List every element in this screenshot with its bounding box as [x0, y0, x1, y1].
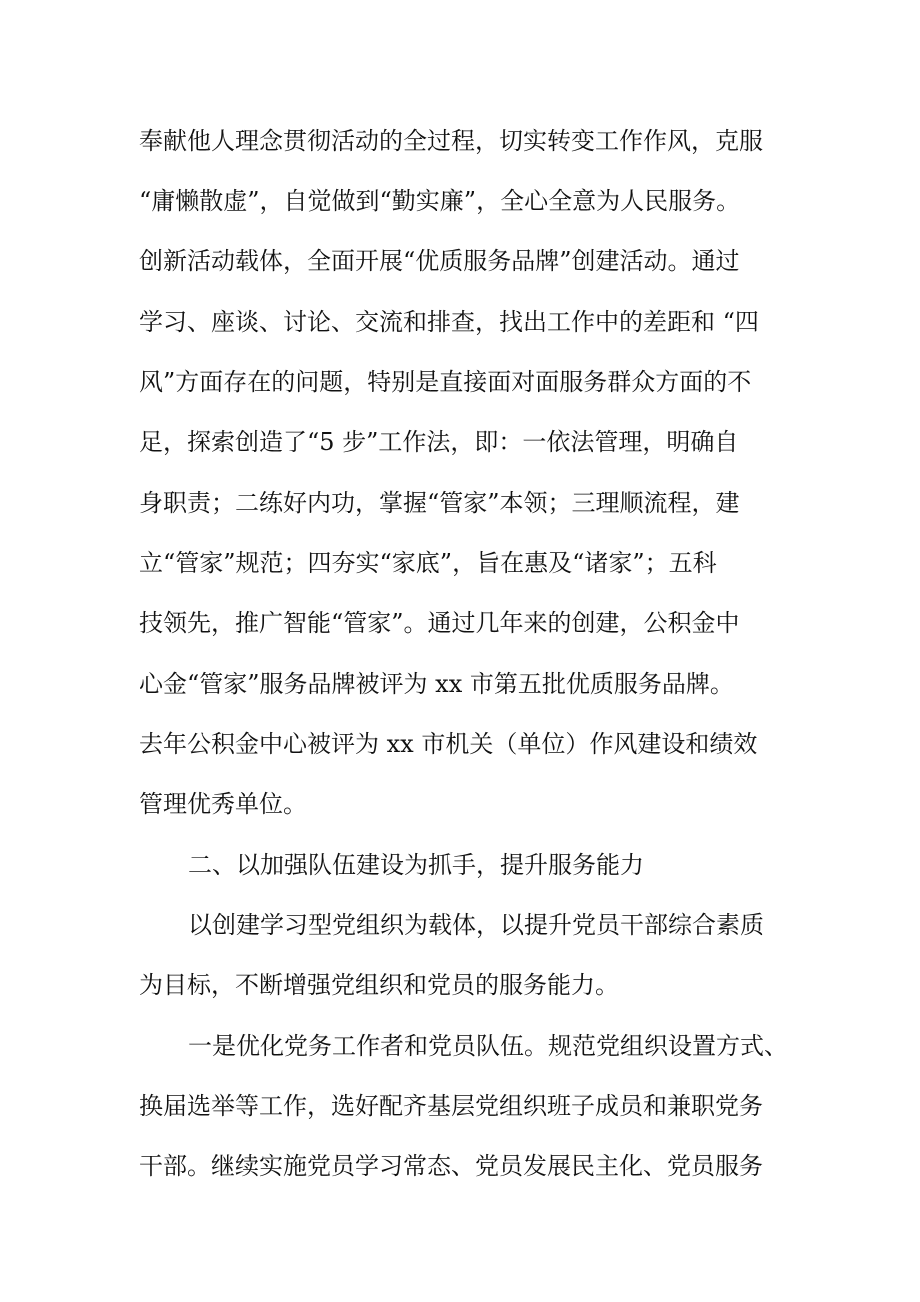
text-line: 心金“管家”服务品牌被评为 xx 市第五批优质服务品牌。	[139, 670, 734, 698]
text-line: 换届选举等工作，选好配齐基层党组织班子成员和兼职党务	[139, 1092, 763, 1120]
text-line: 技领先，推广智能“管家”。通过几年来的创建，公积金中	[139, 609, 740, 637]
text-line: 去年公积金中心被评为 xx 市机关（单位）作风建设和绩效	[139, 730, 758, 758]
text-line: 风”方面存在的问题，特别是直接面对面服务群众方面的不	[139, 368, 752, 396]
text-line: 足，探索创造了“5 步”工作法，即：一依法管理，明确自	[139, 428, 739, 456]
text-line: 一是优化党务工作者和党员队伍。规范党组织设置方式、	[188, 1032, 788, 1060]
text-line: 为目标，不断增强党组织和党员的服务能力。	[139, 971, 619, 999]
section-heading: 二、以加强队伍建设为抓手，提升服务能力	[188, 851, 644, 879]
text-line: 立“管家”规范；四夯实“家底”，旨在惠及“诸家”；五科	[139, 549, 717, 577]
text-line: 学习、座谈、讨论、交流和排查，找出工作中的差距和 “四	[139, 308, 759, 336]
text-line: 创新活动载体，全面开展“优质服务品牌”创建活动。通过	[139, 247, 740, 275]
text-line: 干部。继续实施党员学习常态、党员发展民主化、党员服务	[139, 1152, 763, 1180]
text-line: 身职责；二练好内功，掌握“管家”本领；三理顺流程，建	[139, 489, 740, 517]
text-line: 奉献他人理念贯彻活动的全过程，切实转变工作作风，克服	[139, 127, 763, 155]
text-line: 管理优秀单位。	[139, 790, 307, 818]
text-line: “庸懒散虚”，自觉做到“勤实廉”，全心全意为人民服务。	[139, 187, 741, 215]
text-line: 以创建学习型党组织为载体，以提升党员干部综合素质	[188, 911, 764, 939]
